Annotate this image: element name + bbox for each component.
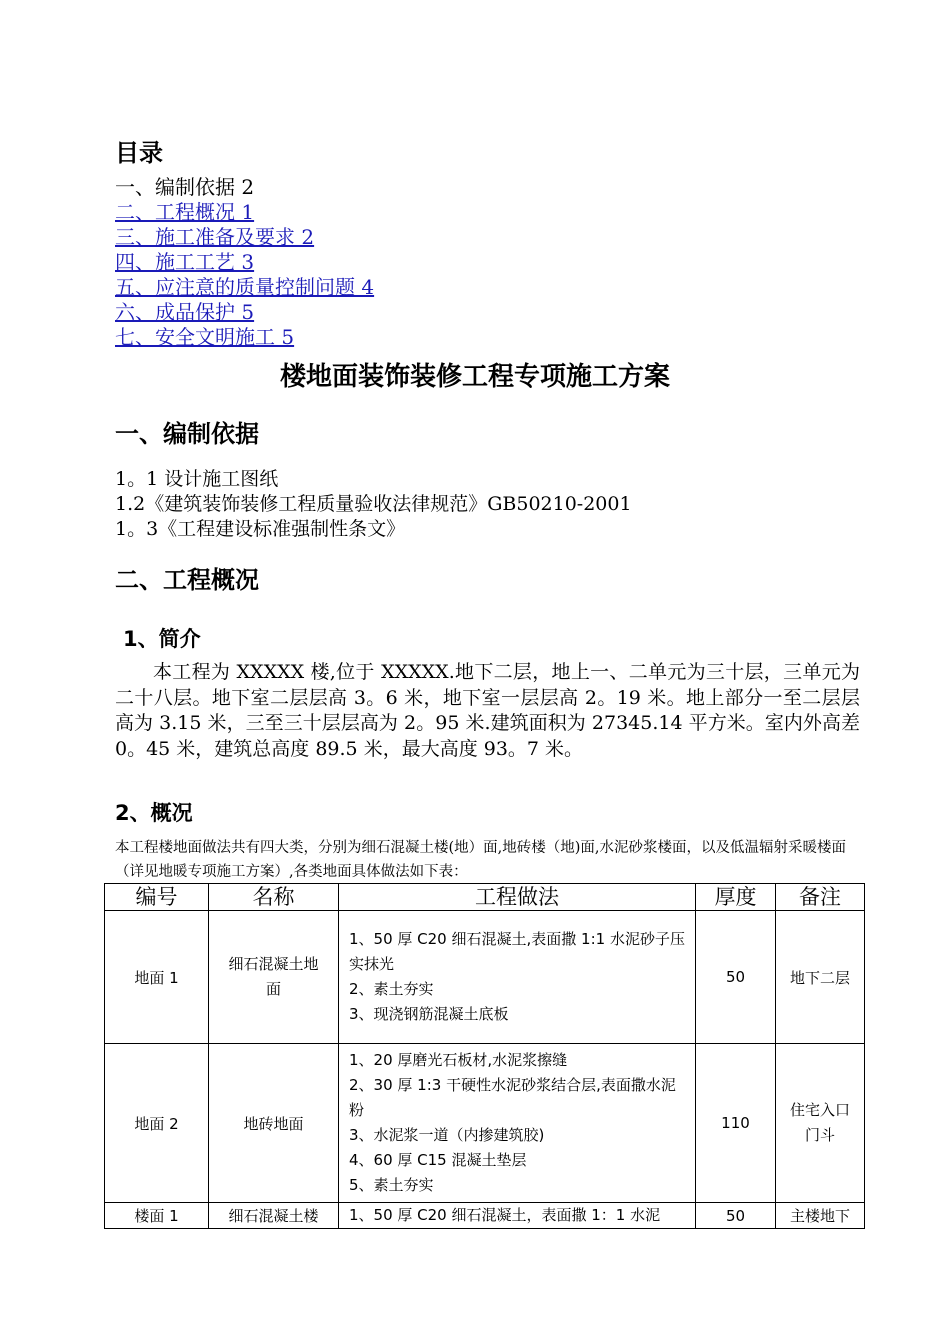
method-step: 5、素土夯实 [349,1176,434,1194]
method-step: 1、50 厚 C20 细石混凝土,表面撒 1:1 水泥砂子压实抹光 [349,930,685,973]
toc-title: 目录 [115,139,163,167]
toc-item-1: 一、编制依据 2 [115,175,255,199]
cell-name-text: 细石混凝土地面 [228,955,319,998]
cell-method [339,1203,696,1229]
document-title: 楼地面装饰装修工程专项施工方案 [279,362,670,392]
cell-name: 细石混凝土楼 [209,1203,339,1229]
toc-list [115,175,374,350]
column-header-remark: 备注 [776,884,865,911]
table-row [105,1044,865,1203]
basis-item: 1。1 设计施工图纸 [115,468,279,490]
toc-link-7[interactable]: 七、安全文明施工 5 [115,325,295,349]
intro-paragraph: 本工程为 XXXXX 楼,位于 XXXXX.地下二层，地上一、二单元为三十层，三单元为二十八层。地下室二层层高 3。6 米，地下室一层层高 2。19 米。地上部分一至二层层高为 3.15 米，三至三十层层高为 2。95 米.建筑面积为 27345.14 平方米。室内外高差 0。45 米，建筑总高度 89.5 米，最大高度 93。7 米。 [115,661,860,760]
column-header-name: 名称 [209,884,339,911]
summary-paragraph: 本工程楼地面做法共有四大类，分别为细石混凝土楼(地）面,地砖楼（地)面,水泥砂浆楼面，以及低温辐射采暖楼面（详见地暖专项施工方案）,各类地面具体做法如下表： [115,840,847,880]
cell-remark: 主楼地下 [776,1203,865,1229]
subsection-heading-intro: 1、简介 [123,627,201,651]
cell-name [209,911,339,1044]
method-step: 3、现浇钢筋混凝土底板 [349,1005,509,1023]
toc-link-6[interactable]: 六、成品保护 5 [115,300,255,324]
method-step: 2、素土夯实 [349,980,434,998]
cell-code: 地面 2 [105,1044,209,1203]
floor-spec-table [104,883,865,1229]
cell-remark-text: 住宅入口门斗 [789,1101,850,1144]
table-row [105,911,865,1044]
toc-link-3[interactable]: 三、施工准备及要求 2 [115,225,315,249]
cell-code: 地面 1 [105,911,209,1044]
section-heading-overview: 二、工程概况 [115,566,259,594]
toc-link-5[interactable]: 五、应注意的质量控制问题 4 [115,275,375,299]
column-header-thickness: 厚度 [696,884,776,911]
cell-thickness: 50 [696,911,776,1044]
method-step: 4、60 厚 C15 混凝土垫层 [349,1151,527,1169]
method-step: 1、50 厚 C20 细石混凝土，表面撒 1：1 水泥 [349,1206,661,1224]
column-header-code: 编号 [105,884,209,911]
method-step: 1、20 厚磨光石板材,水泥浆擦缝 [349,1051,568,1069]
table-row [105,1203,865,1229]
subsection-heading-summary: 2、概况 [115,801,193,825]
cell-remark: 地下二层 [776,911,865,1044]
method-step: 3、水泥浆一道（内掺建筑胶) [349,1126,545,1144]
section-heading-basis: 一、编制依据 [115,420,259,448]
cell-thickness: 50 [696,1203,776,1229]
basis-item: 1.2《建筑装饰装修工程质量验收法律规范》GB50210-2001 [115,493,632,515]
table-header-row [105,884,865,911]
cell-name: 地砖地面 [209,1044,339,1203]
basis-list [115,467,632,542]
basis-item: 1。3《工程建设标准强制性条文》 [115,518,406,540]
method-step: 2、30 厚 1:3 干硬性水泥砂浆结合层,表面撒水泥粉 [349,1076,676,1119]
toc-link-4[interactable]: 四、施工工艺 3 [115,250,255,274]
column-header-method: 工程做法 [339,884,696,911]
cell-method [339,1044,696,1203]
cell-remark [776,1044,865,1203]
cell-code: 楼面 1 [105,1203,209,1229]
toc-link-2[interactable]: 二、工程概况 1 [115,200,255,224]
cell-method [339,911,696,1044]
cell-thickness: 110 [696,1044,776,1203]
